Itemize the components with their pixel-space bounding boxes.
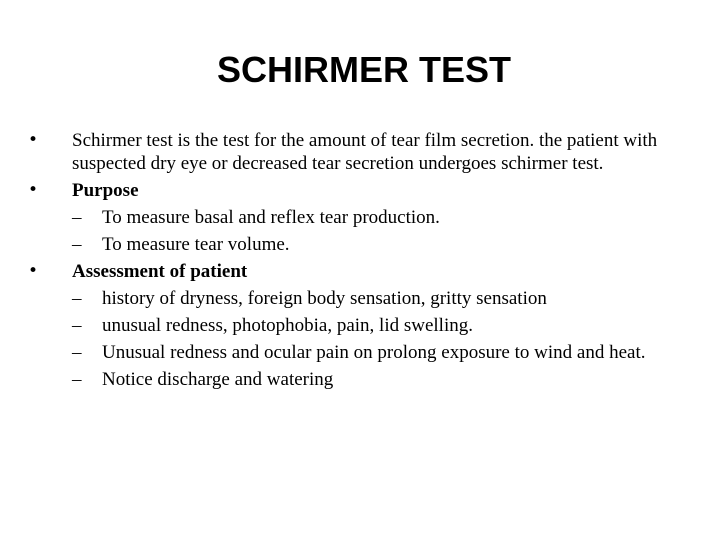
sub-item-text: To measure basal and reflex tear production. bbox=[102, 207, 440, 228]
sub-item-text: Notice discharge and watering bbox=[102, 369, 334, 390]
bullet-icon: • bbox=[28, 180, 39, 200]
dash-icon: – bbox=[72, 342, 82, 363]
bullet-item-assessment bbox=[28, 260, 708, 283]
dash-icon: – bbox=[72, 315, 82, 336]
bullet-icon: • bbox=[28, 130, 39, 150]
sub-item bbox=[28, 206, 708, 229]
sub-item bbox=[28, 233, 708, 256]
bullet-heading: Assessment of patient bbox=[72, 261, 248, 282]
sub-item bbox=[28, 368, 708, 391]
sub-item-text: history of dryness, foreign body sensation, gritty sensation bbox=[102, 288, 547, 309]
dash-icon: – bbox=[72, 288, 82, 309]
sub-item bbox=[28, 287, 708, 310]
slide-body bbox=[28, 129, 708, 395]
dash-icon: – bbox=[72, 234, 82, 255]
sub-item-text: To measure tear volume. bbox=[102, 234, 290, 255]
sub-item bbox=[28, 314, 708, 337]
bullet-icon: • bbox=[28, 261, 39, 281]
slide-title: SCHIRMER TEST bbox=[216, 49, 511, 90]
dash-icon: – bbox=[72, 207, 82, 228]
bullet-item-definition bbox=[28, 129, 708, 175]
bullet-heading: Purpose bbox=[72, 180, 139, 201]
sub-item bbox=[28, 341, 708, 364]
dash-icon: – bbox=[72, 369, 82, 390]
sub-item-text: unusual redness, photophobia, pain, lid swelling. bbox=[102, 315, 473, 336]
bullet-item-purpose bbox=[28, 179, 708, 202]
bullet-text: Schirmer test is the test for the amount of tear film secretion. the patient with suspected dry eye or decreased tear secretion undergoes schirmer test. bbox=[72, 130, 658, 174]
sub-item-text: Unusual redness and ocular pain on prolong exposure to wind and heat. bbox=[102, 342, 646, 363]
